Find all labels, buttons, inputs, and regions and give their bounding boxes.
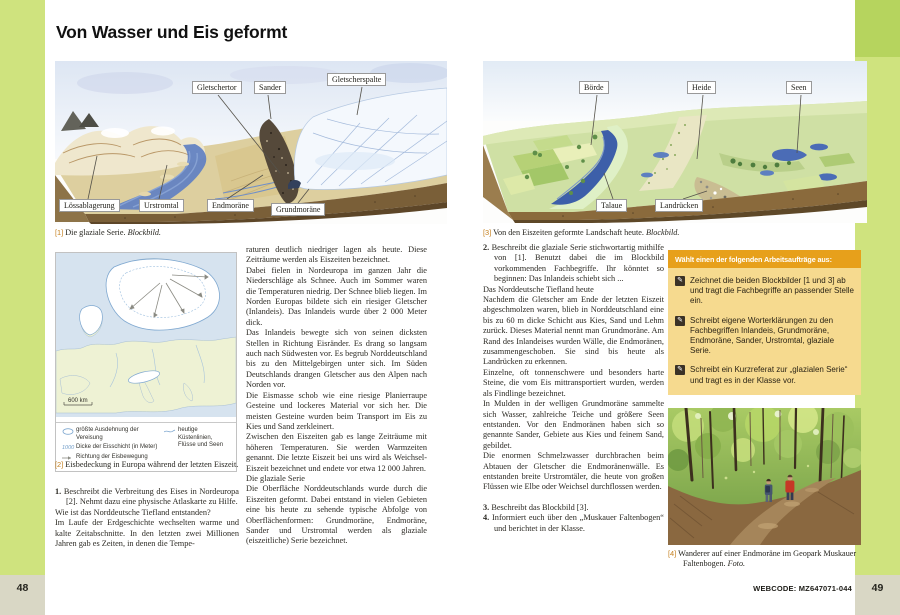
work-assignment-item bbox=[675, 316, 854, 357]
paragraph-6: Zwischen den Eiszeiten gab es lange Zeiträume mit höheren Temperaturen. Sie werden Warmzeiten genannt. Die letzte Eiszeit bei uns wird als Weichsel-Eiszeit bezeichnet und endete vor etwa 12 000 Jahren. bbox=[246, 432, 427, 473]
work-assignment-text-1: Zeichnet die beiden Blockbilder [1 und 3] ab und tragt die Fachbegriffe an passender Stelle ein. bbox=[690, 276, 854, 306]
task-4-text: Informiert euch über den „Muskauer Faltenbogen“ und berichtet in der Klasse. bbox=[492, 513, 664, 533]
legend-row-coastlines bbox=[164, 427, 226, 450]
left-page-column-a bbox=[55, 487, 239, 549]
legend-extent-label: größte Ausdehnung der Vereisung bbox=[76, 427, 139, 441]
page-number-right-value: 49 bbox=[871, 582, 884, 594]
figure-label-landruecken: Landrücken bbox=[655, 199, 703, 212]
paragraph-11: Die enormen Schmelzwasser durchbrachen beim Abtauen der Gletscher die Endmoränenwälle. Es entstanden breite Urstromtäler, die heute von großen Flüssen wie Elbe oder Weichsel durchflossen werden. bbox=[483, 451, 664, 492]
right-page-column-c bbox=[483, 243, 664, 534]
work-assignment-item bbox=[675, 365, 854, 385]
pencil-icon: ✎ bbox=[675, 316, 685, 326]
figure-label-seen: Seen bbox=[786, 81, 812, 94]
figure-4-number: [4] bbox=[668, 549, 677, 558]
figure-3-landschaft-heute bbox=[483, 61, 867, 223]
left-page-column-b bbox=[246, 245, 427, 547]
figure-3-caption bbox=[483, 228, 882, 238]
figure-4-caption bbox=[668, 549, 876, 569]
europe-map-illustration bbox=[56, 253, 236, 417]
figure-label-urstromtal: Urstromtal bbox=[139, 199, 184, 212]
legend-row-extent bbox=[62, 427, 158, 442]
figure-1-caption-type: Blockbild. bbox=[127, 228, 161, 237]
legend-row-thickness bbox=[62, 444, 158, 452]
figure-label-endmoraene: Endmoräne bbox=[207, 199, 254, 212]
figure-3-caption-type: Blockbild. bbox=[645, 228, 680, 237]
ice-extent-icon bbox=[62, 428, 76, 439]
pencil-icon: ✎ bbox=[675, 365, 685, 375]
heading-tiefland-heute: Das Norddeutsche Tiefland heute bbox=[483, 284, 594, 294]
task-4 bbox=[483, 513, 664, 534]
task-1-number: 1. bbox=[55, 487, 62, 496]
left-edge-strip bbox=[0, 0, 45, 575]
figure-label-talaue: Talaue bbox=[596, 199, 627, 212]
page-number-right bbox=[855, 575, 900, 615]
legend-coastlines-line2: Flüsse und Seen bbox=[178, 442, 224, 449]
paragraph-1: Im Laufe der Erdgeschichte wechselten warme und kalte Zeitabschnitte. In den letzten zwei Millionen Jahren gab es Zeiten, in denen die Tempe- bbox=[55, 518, 239, 549]
task-3-text: Beschreibt das Blockbild [3]. bbox=[491, 502, 589, 512]
task-2-text: Beschreibt die glaziale Serie stichwortartig mithilfe von [1]. Benutzt dabei die im Blockbild vorkommenden Fachbegriffe. Ihr könntet so beginnen: Das Inlandeis schiebt sich ... bbox=[491, 243, 664, 284]
figure-2-caption-text: Eisbedeckung in Europa während der letzten Eiszeit. bbox=[65, 460, 239, 469]
task-1-text: Beschreibt die Verbreitung des Eises in Nordeuropa [2]. Nehmt dazu eine physische Atlaskarte zu Hilfe. bbox=[63, 487, 239, 507]
figure-2-caption bbox=[55, 460, 252, 470]
figure-label-sander: Sander bbox=[254, 81, 286, 94]
work-assignments-body bbox=[668, 268, 861, 395]
task-3 bbox=[483, 503, 664, 513]
figure-1-caption bbox=[55, 228, 462, 238]
work-assignment-item bbox=[675, 276, 854, 307]
ice-thickness-icon: 1000 bbox=[62, 444, 75, 451]
page-number-left bbox=[0, 575, 45, 615]
pencil-icon: ✎ bbox=[675, 276, 685, 286]
coastline-icon bbox=[164, 428, 178, 439]
heading-tiefland-entstanden: Wie ist das Norddeutsche Tiefland entstanden? bbox=[55, 507, 211, 517]
paragraph-5: Die Eismasse schob wie eine riesige Planierraupe Gesteine und lockeres Material vor sich her. Die meisten Gesteine wurden beim Transport im Eis zu Kies und Sand zerkleinert. bbox=[246, 390, 427, 431]
chapter-tab bbox=[855, 0, 900, 57]
figure-3-number: [3] bbox=[483, 228, 492, 237]
task-1 bbox=[55, 487, 239, 508]
paragraph-10: In Mulden in der welligen Grundmoräne sammelte sich Wasser, zahlreiche Teiche und größere Seen entstanden. Vor den Endmoränen haben sich so genannte Sander, Gebiete aus Kies und feinem Sand, gebildet. bbox=[483, 399, 664, 450]
figure-1-glaziale-serie bbox=[55, 61, 447, 224]
paragraph-9: Einzelne, oft tonnenschwere und besonders harte Steine, die vom Eis mittransportiert wurden, werden als Findlinge bezeichnet. bbox=[483, 367, 664, 398]
figure-label-loessablagerung: Lössablagerung bbox=[59, 199, 120, 212]
paragraph-3: Dabei fielen in Nordeuropa im ganzen Jahr die Niederschläge als Schnee. Auch im Sommer waren die Temperaturen niedrig. Der Schnee blieb liegen. Im Norden Europas bildete sich ein riesiger Gletscher (Inlandeis). Das Inlandeis wurde über 2 000 Meter dick. bbox=[246, 265, 427, 327]
work-assignments-box bbox=[668, 250, 861, 395]
legend-coastlines-line1: heutige Küstenlinien, bbox=[178, 427, 213, 441]
figure-2-ice-map bbox=[55, 252, 237, 472]
figure-1-caption-text: Die glaziale Serie. bbox=[65, 228, 126, 237]
figure-label-gletschertor: Gletschertor bbox=[192, 81, 242, 94]
figure-label-heide: Heide bbox=[687, 81, 716, 94]
work-assignment-text-3: Schreibt ein Kurzreferat zur „glazialen Serie“ und tragt es in der Klasse vor. bbox=[690, 365, 848, 385]
map-scale-label: 600 km bbox=[68, 398, 88, 404]
legend-thickness-label: Dicke der Eisschicht (in Meter) bbox=[76, 444, 158, 451]
heading-glaziale-serie: Die glaziale Serie bbox=[246, 473, 305, 483]
figure-2-number: [2] bbox=[55, 460, 64, 469]
figure-4-photo bbox=[668, 408, 861, 545]
paragraph-7: Die Oberfläche Norddeutschlands wurde durch die Eiszeiten geformt. Dabei entstand in vielen Gebieten eine bis heute zu sehende typische Abfolge von Oberflächenformen: Grundmoräne, Endmoräne, Sander und Urstromtal werden als glaziale (eiszeitliche) Serie bezeichnet. bbox=[246, 484, 427, 546]
task-2 bbox=[483, 243, 664, 285]
work-assignment-text-2: Schreibt eigene Worterklärungen zu den Fachbegriffen Inlandeis, Grundmoräne, Endmoräne, Sander, Urstromtal, glaziale Serie. bbox=[690, 315, 835, 356]
paragraph-8: Nachdem die Gletscher am Ende der letzten Eiszeit abgeschmolzen waren, blieb in Norddeutschland eine bis zu 60 m dicke Schicht aus Kies, Sand und Lehm zurück. Dieses Material nennt man Grundmoräne. Am Rand des Inlandeises wurden Wälle, die Endmoränen, zusammengeschoben. Sie sind bis heute als Landrücken zu erkennen. bbox=[483, 295, 664, 367]
figure-label-grundmoraene: Grundmoräne bbox=[271, 203, 325, 216]
paragraph-4: Das Inlandeis bewegte sich von seinen dicksten Stellen in Richtung Eisränder. Es drang so langsam auch nach Südwesten vor. Es begrub Norddeutschland bis zu den Mittelgebirgen unter sich. Im Süden Deutschlands drangen Gletscher aus den Alpen nach Norden vor. bbox=[246, 328, 427, 390]
figure-4-caption-type: Foto. bbox=[727, 559, 746, 568]
figure-label-gletscherspalte: Gletscherspalte bbox=[327, 73, 386, 86]
forest-hikers-photo-illustration bbox=[668, 408, 861, 545]
figure-3-caption-text: Von den Eiszeiten geformte Landschaft heute. bbox=[493, 228, 644, 237]
legend-coastlines-label bbox=[178, 427, 226, 450]
figure-1-number: [1] bbox=[55, 228, 64, 237]
paragraph-2: raturen deutlich niedriger lagen als heute. Diese Zeiträume werden als Eiszeiten bezeichnet. bbox=[246, 245, 427, 265]
figure-label-boerde: Börde bbox=[579, 81, 609, 94]
work-assignments-header: Wählt einen der folgenden Arbeitsaufträge aus: bbox=[668, 250, 861, 268]
task-4-number: 4. bbox=[483, 513, 490, 523]
page-number-left-value: 48 bbox=[16, 582, 29, 594]
task-2-number: 2. bbox=[483, 243, 490, 252]
task-3-number: 3. bbox=[483, 502, 490, 512]
webcode: WEBCODE: MZ647071-044 bbox=[753, 584, 852, 593]
legend-direction-label: Richtung der Eisbewegung bbox=[76, 454, 148, 461]
figure-4-caption-text: Wanderer auf einer Endmoräne im Geopark Muskauer Faltenbogen. bbox=[678, 549, 857, 568]
page-title: Von Wasser und Eis geformt bbox=[56, 22, 288, 42]
